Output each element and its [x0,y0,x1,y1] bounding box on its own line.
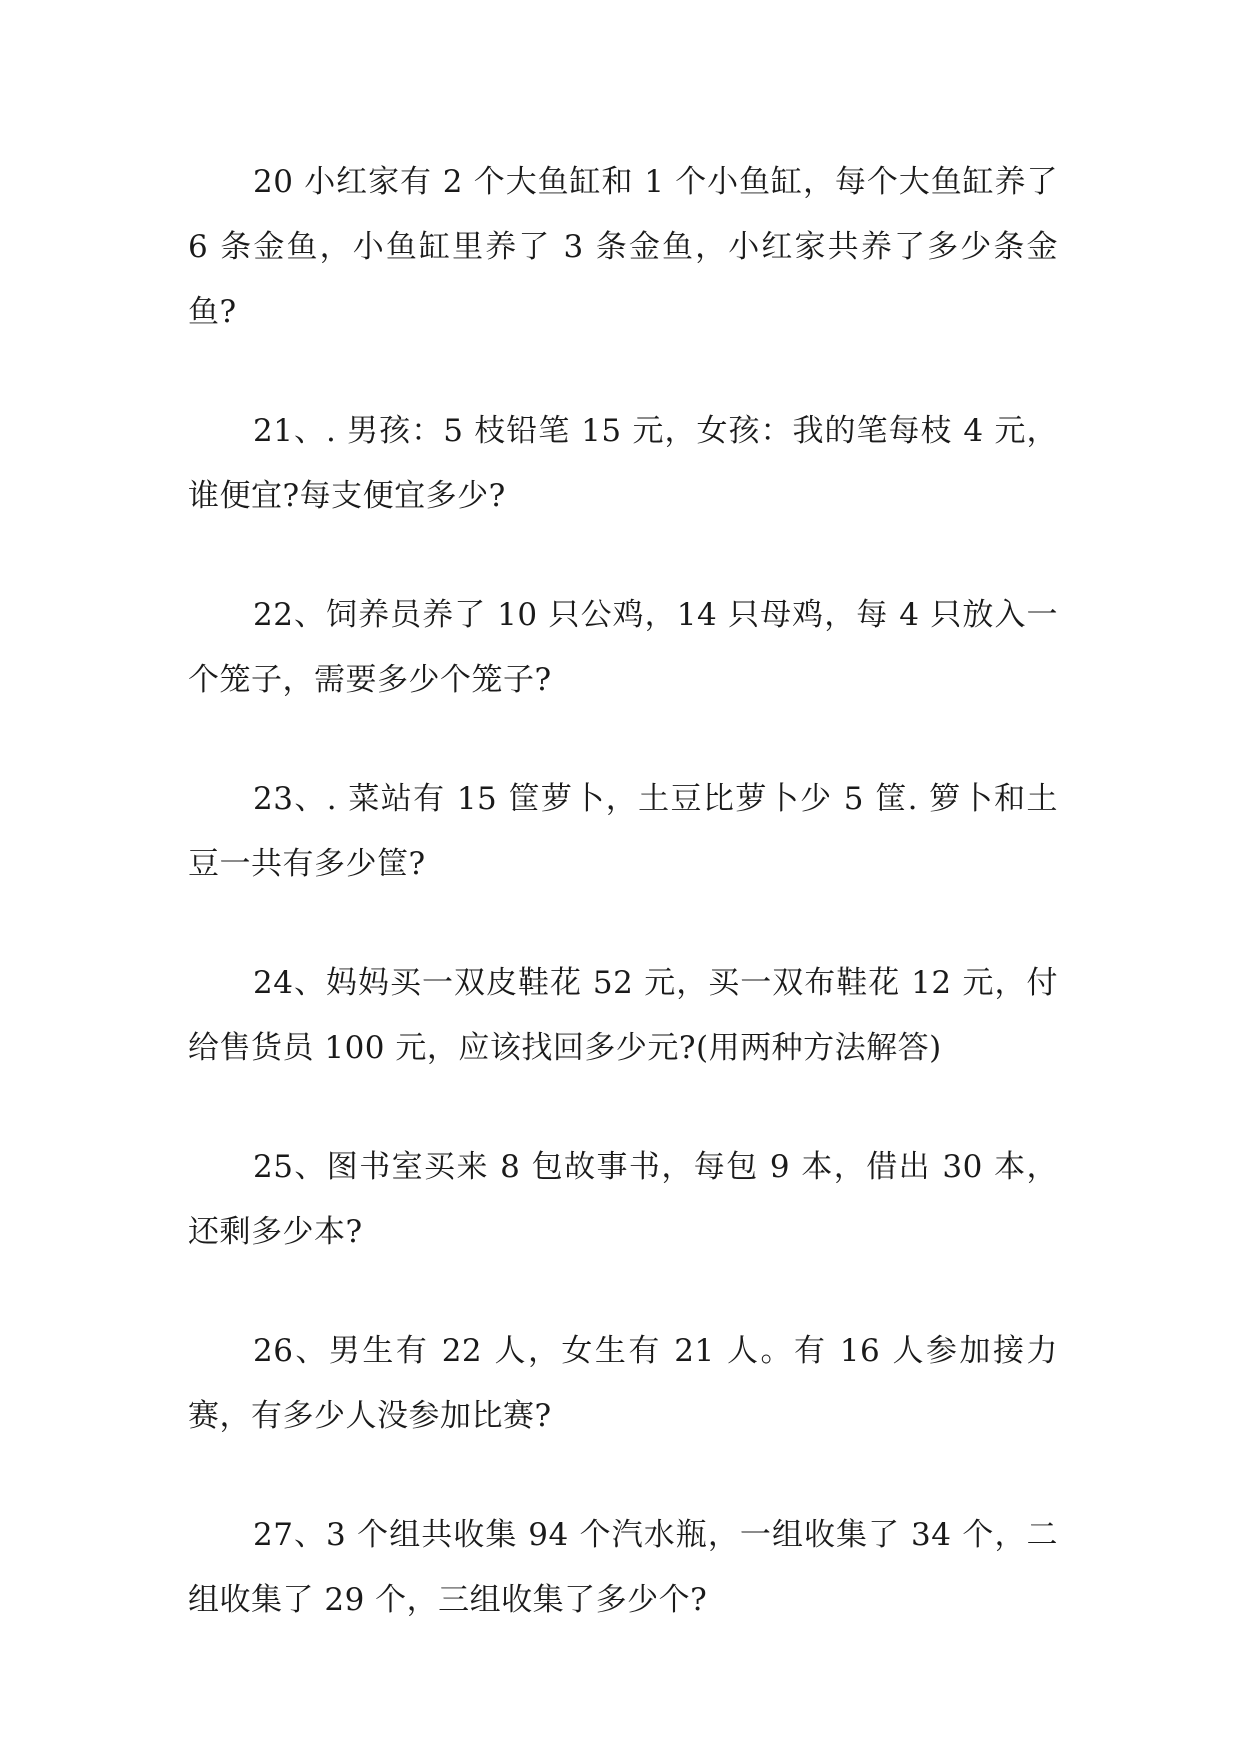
problem-23: 23、. 菜站有 15 筐萝卜，土豆比萝卜少 5 筐. 箩卜和土豆一共有多少筐? [188,781,1058,882]
problem-22: 22、饲养员养了 10 只公鸡，14 只母鸡，每 4 只放入一个笼子，需要多少个笼子? [188,597,1058,698]
problem-list [188,150,1058,1687]
problem-21: 21、. 男孩：5 枝铅笔 15 元，女孩：我的笔每枝 4 元，谁便宜?每支便宜多少? [188,413,1058,514]
problem-27: 27、3 个组共收集 94 个汽水瓶，一组收集了 34 个，二组收集了 29 个，三组收集了多少个? [188,1517,1058,1618]
problem-26: 26、男生有 22 人，女生有 21 人。有 16 人参加接力赛，有多少人没参加比赛? [188,1333,1058,1434]
problem-20: 20 小红家有 2 个大鱼缸和 1 个小鱼缸，每个大鱼缸养了 6 条金鱼，小鱼缸里养了 3 条金鱼，小红家共养了多少条金鱼? [188,164,1058,330]
problem-25: 25、图书室买来 8 包故事书，每包 9 本，借出 30 本，还剩多少本? [188,1149,1058,1250]
problem-24: 24、妈妈买一双皮鞋花 52 元，买一双布鞋花 12 元，付给售货员 100 元，应该找回多少元?(用两种方法解答) [188,965,1058,1066]
